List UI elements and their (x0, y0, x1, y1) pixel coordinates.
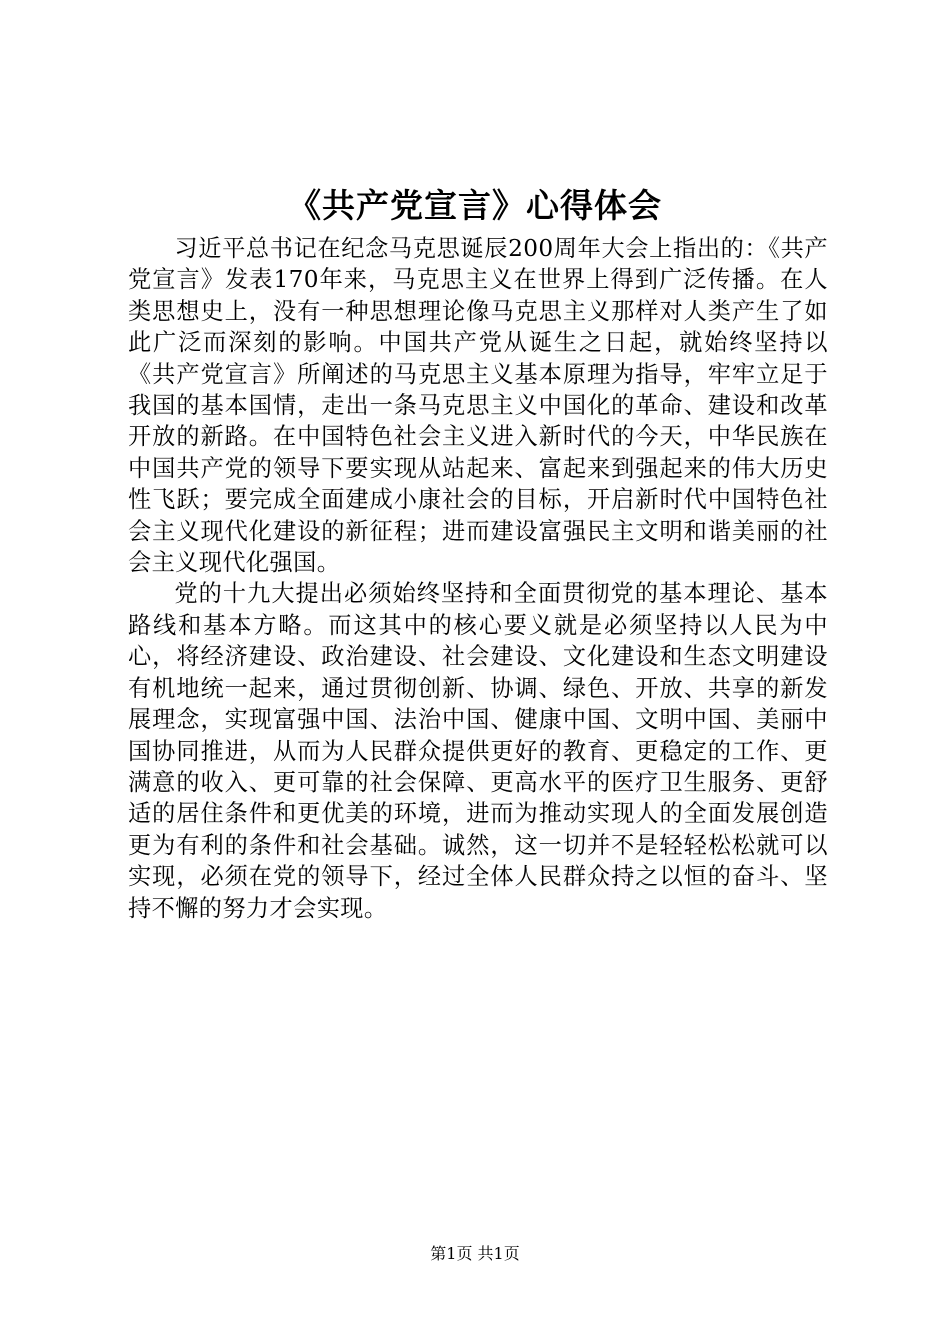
document-title: 《共产党宣言》心得体会 (288, 186, 662, 225)
paragraph-2: 党的十九大提出必须始终坚持和全面贯彻党的基本理论、基本路线和基本方略。而这其中的核心要义就是必须坚持以人民为中心，将经济建设、政治建设、社会建设、文化建设和生态文明建设有机地统一起来，通过贯彻创新、协调、绿色、开放、共享的新发展理念，实现富强中国、法治中国、健康中国、文明中国、美丽中国协同推进，从而为人民群众提供更好的教育、更稳定的工作、更满意的收入、更可靠的社会保障、更高水平的医疗卫生服务、更舒适的居住条件和更优美的环境，进而为推动实现人的全面发展创造更为有利的条件和社会基础。诚然，这一切并不是轻轻松松就可以实现，必须在党的领导下，经过全体人民群众持之以恒的奋斗、坚持不懈的努力才会实现。 (128, 580, 828, 922)
document-body (128, 233, 828, 924)
paragraph-1: 习近平总书记在纪念马克思诞辰200周年大会上指出的：《共产党宣言》发表170年来，马克思主义在世界上得到广泛传播。在人类思想史上，没有一种思想理论像马克思主义那样对人类产生了如此广泛而深刻的影响。中国共产党从诞生之日起，就始终坚持以《共产党宣言》所阐述的马克思主义基本原理为指导，牢牢立足于我国的基本国情，走出一条马克思主义中国化的革命、建设和改革开放的新路。在中国特色社会主义进入新时代的今天，中华民族在中国共产党的领导下要实现从站起来、富起来到强起来的伟大历史性飞跃；要完成全面建成小康社会的目标，开启新时代中国特色社会主义现代化建设的新征程；进而建设富强民主文明和谐美丽的社会主义现代化强国。 (128, 235, 828, 577)
page-number-footer: 第1页 共1页 (430, 1244, 520, 1263)
